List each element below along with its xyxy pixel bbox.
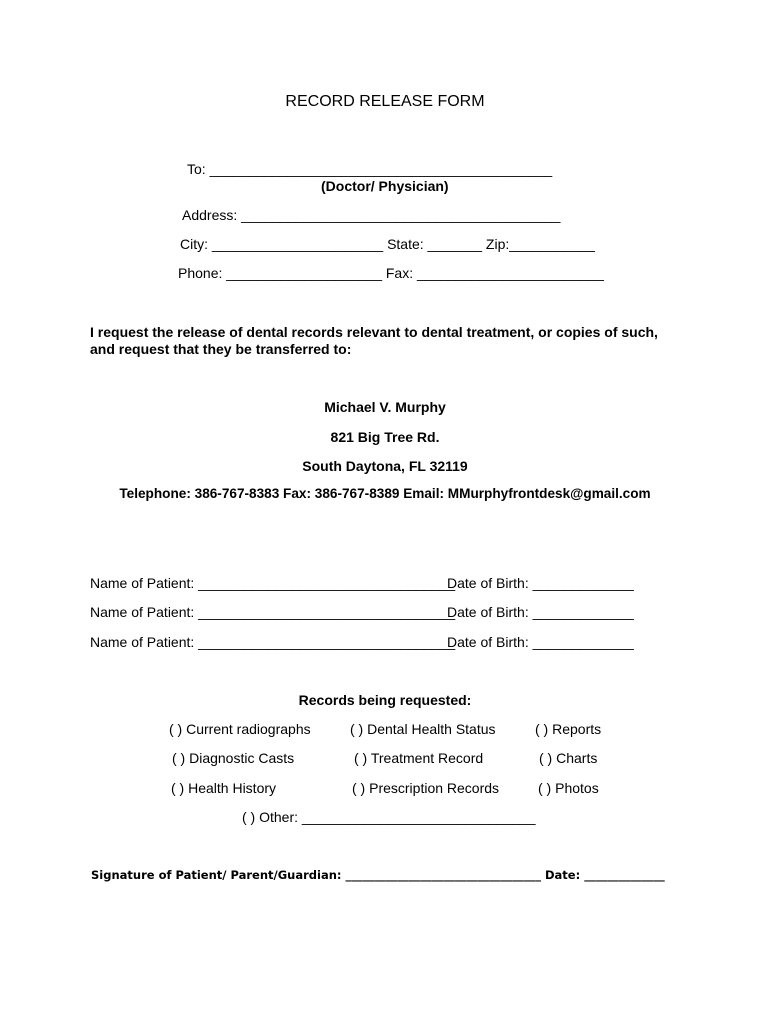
record-option-reports[interactable]: ( ) Reports (535, 721, 602, 737)
request-text-line1: I request the release of dental records relevant to dental treatment, or copies of such, (90, 324, 658, 340)
recipient-name: Michael V. Murphy (324, 399, 446, 415)
record-option-prescription-records[interactable]: ( ) Prescription Records (352, 780, 500, 796)
patient-name-field[interactable]: Name of Patient: _________________________________ (90, 604, 456, 620)
record-option-dental-health-status[interactable]: ( ) Dental Health Status (350, 721, 496, 737)
recipient-street: 821 Big Tree Rd. (330, 429, 440, 445)
record-option-other[interactable]: ( ) Other: ______________________________ (242, 809, 536, 825)
patient-dob-field[interactable]: Date of Birth: _____________ (447, 634, 634, 650)
record-option-photos[interactable]: ( ) Photos (538, 780, 599, 796)
to-field[interactable]: To: ____________________________________________ (187, 161, 553, 177)
record-option-charts[interactable]: ( ) Charts (539, 750, 598, 766)
request-text-line2: and request that they be transferred to: (90, 341, 352, 357)
patient-name-field[interactable]: Name of Patient: _________________________________ (90, 634, 456, 650)
patient-dob-field[interactable]: Date of Birth: _____________ (447, 575, 634, 591)
city-state-zip-field[interactable]: City: ______________________ State: _______ Zip:___________ (180, 236, 595, 252)
patient-name-field[interactable]: Name of Patient: _________________________________ (90, 575, 456, 591)
signature-date-line[interactable]: Signature of Patient/ Parent/Guardian: __________________________________ Date: ______________ (91, 868, 665, 882)
recipient-city: South Daytona, FL 32119 (302, 458, 468, 474)
record-option-treatment-record[interactable]: ( ) Treatment Record (354, 750, 484, 766)
to-caption: (Doctor/ Physician) (321, 178, 449, 194)
page-title: RECORD RELEASE FORM (285, 93, 485, 110)
patient-dob-field[interactable]: Date of Birth: _____________ (447, 604, 634, 620)
record-option-health-history[interactable]: ( ) Health History (171, 780, 277, 796)
record-option-diagnostic-casts[interactable]: ( ) Diagnostic Casts (172, 750, 295, 766)
record-option-current-radiographs[interactable]: ( ) Current radiographs (169, 721, 311, 737)
address-field[interactable]: Address: _________________________________________ (182, 207, 561, 223)
recipient-contact: Telephone: 386-767-8383 Fax: 386-767-8389 Email: MMurphyfrontdesk@gmail.com (119, 486, 651, 501)
records-heading: Records being requested: (298, 692, 472, 708)
phone-fax-field[interactable]: Phone: ____________________ Fax: ________________________ (178, 265, 604, 281)
